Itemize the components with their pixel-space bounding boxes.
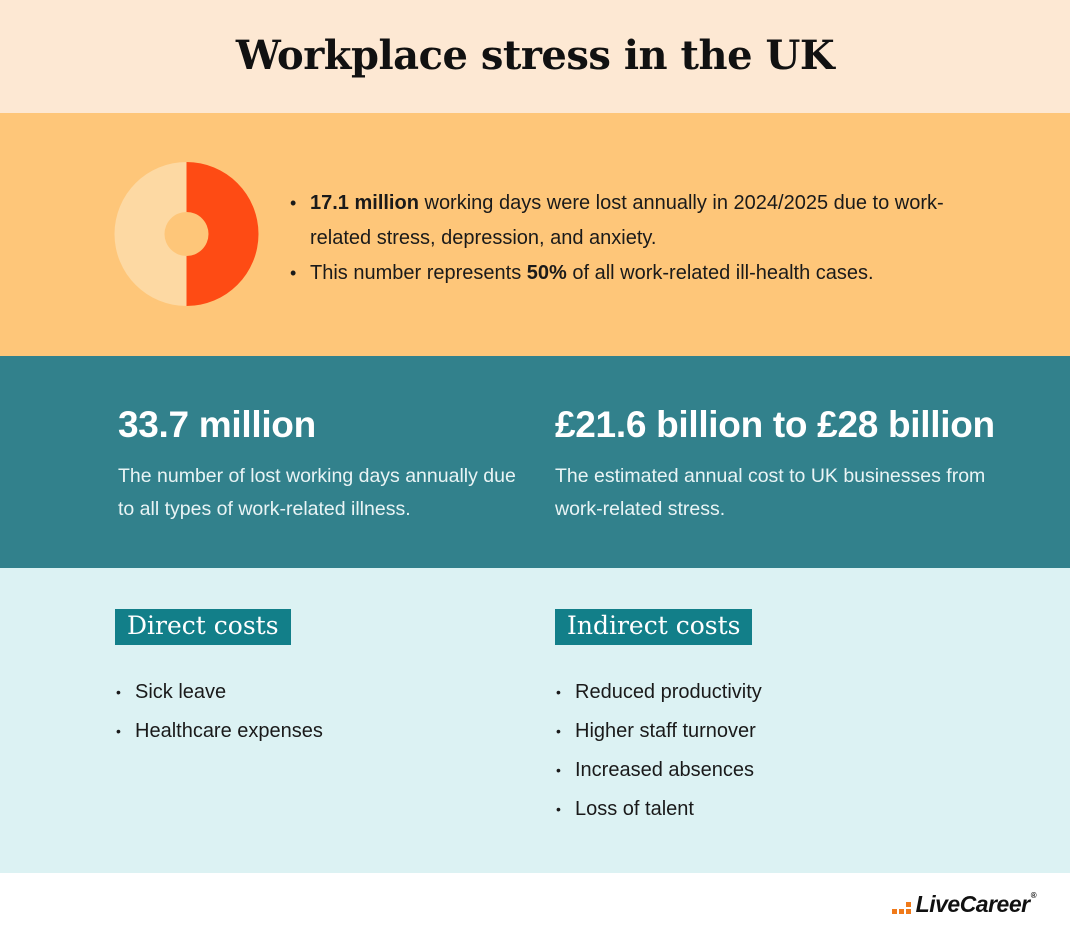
title-band — [0, 0, 1070, 113]
stress-fact-item — [288, 186, 988, 256]
stat-value: £21.6 billion to £28 billion — [555, 404, 995, 445]
donut-rest-segment — [114, 162, 186, 306]
stat-description: The number of lost working days annually due to all types of work-related illness. — [118, 465, 516, 520]
logo-mark-icon — [892, 902, 911, 914]
costs-section — [0, 568, 1070, 873]
footer — [0, 873, 1070, 935]
direct-cost-item: • Healthcare expenses — [115, 712, 515, 751]
stat-description: The estimated annual cost to UK businesses from work-related stress. — [555, 465, 986, 520]
stress-fact-item — [288, 256, 988, 291]
direct-costs-heading: Direct costs — [115, 609, 291, 645]
page-title: Workplace stress in the UK — [235, 32, 835, 79]
stress-fact-bold: 17.1 million — [310, 192, 419, 214]
stress-fact-text: working days were lost annually in 2024/2025 due to work-related stress, depression, and anxiety. — [310, 192, 944, 249]
indirect-costs-column — [555, 609, 975, 829]
direct-costs-column — [115, 609, 515, 751]
indirect-cost-item: • Higher staff turnover — [555, 712, 975, 751]
indirect-costs-heading: Indirect costs — [555, 609, 752, 645]
indirect-cost-item: • Reduced productivity — [555, 673, 975, 712]
direct-cost-item: • Sick leave — [115, 673, 515, 712]
direct-costs-list — [115, 673, 515, 751]
indirect-costs-list — [555, 673, 975, 829]
stress-facts-list — [288, 186, 988, 291]
stat-lost-days — [118, 404, 528, 526]
logo-wordmark: LiveCareer® — [915, 891, 1036, 917]
stats-section — [0, 356, 1070, 568]
indirect-cost-item: • Increased absences — [555, 751, 975, 790]
stress-fact-prefix: This number represents — [310, 262, 527, 284]
donut-share-segment — [187, 162, 259, 306]
stress-section — [0, 113, 1070, 356]
stress-fact-bold: 50% — [526, 262, 567, 284]
stress-fact-text: of all work-related ill-health cases. — [566, 262, 874, 284]
stat-business-cost — [555, 404, 1015, 526]
share-donut-chart — [114, 160, 259, 308]
stat-value: 33.7 million — [118, 404, 316, 445]
livecareer-logo — [892, 891, 1036, 918]
indirect-cost-item: • Loss of talent — [555, 790, 975, 829]
